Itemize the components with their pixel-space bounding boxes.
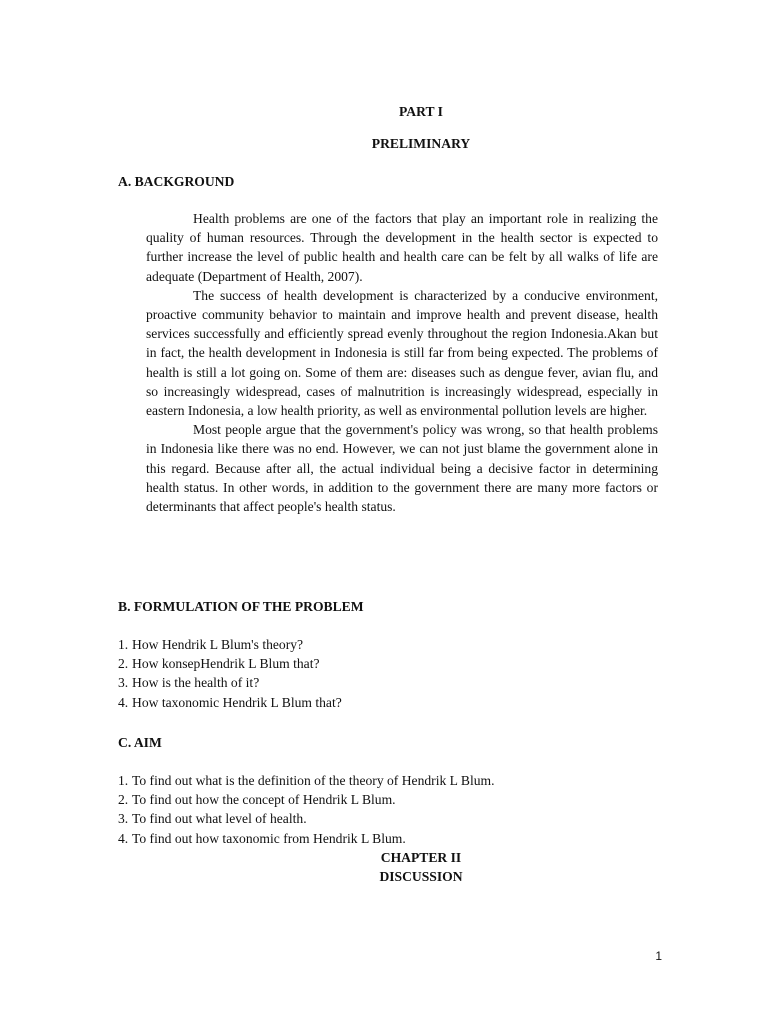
aim-heading: C. AIM <box>118 735 162 750</box>
list-number: 4. <box>118 694 129 710</box>
list-number: 3. <box>118 675 129 691</box>
list-text: How Hendrik L Blum's theory? <box>132 637 304 652</box>
list-item <box>118 790 495 809</box>
list-item <box>118 673 342 692</box>
list-text: To find out what is the definition of the theory of Hendrik L Blum. <box>132 773 495 788</box>
part-title: PART I <box>399 104 443 119</box>
chapter-title: CHAPTER II <box>380 850 462 865</box>
list-item <box>118 693 342 712</box>
list-text: To find out how the concept of Hendrik L Blum. <box>132 792 396 808</box>
list-text: How taxonomic Hendrik L Blum that? <box>132 694 342 710</box>
list-text: To find out what level of health. <box>132 811 307 827</box>
page-number: 1 <box>655 949 662 963</box>
list-number: 1. <box>118 773 129 788</box>
list-item <box>118 771 495 790</box>
list-number: 2. <box>118 656 129 672</box>
list-number: 1. <box>118 637 129 652</box>
list-number: 4. <box>118 830 129 846</box>
list-item <box>118 635 342 654</box>
list-item <box>118 654 342 673</box>
background-paragraph-3: Most people argue that the government's policy was wrong, so that health problems in Indonesia like there was no end. However, we can not just blame the government alone in this regard. Because after all, the actual individual being a decisive factor in determining health status. In other words, in addition to the government there are many more factors or determinants that affect people's health status. <box>146 422 658 515</box>
list-item <box>118 809 495 828</box>
background-paragraph-2: The success of health development is characterized by a conducive environment, proactive community behavior to maintain and improve health and prevent disease, health services successfully and efficiently spread evenly throughout the region Indonesia.Akan but in fact, the health development in Indonesia is still far from being expected. The problems of health is still a lot going on. Some of them are: diseases such as dengue fever, avian flu, and so increasingly widespread, cases of malnutrition is increasingly widespread, especially in eastern Indonesia, a low health priority, as well as environmental pollution levels are higher. <box>146 287 658 419</box>
formulation-list <box>118 635 342 712</box>
background-paragraph-1: Health problems are one of the factors that play an important role in realizing the quality of human resources. Through the development in the health sector is expected to further increase the level of public health and health care can be felt by all walks of life are adequate (Department of Health, 2007). <box>146 211 658 284</box>
chapter-subtitle: DISCUSSION <box>379 869 463 884</box>
list-number: 2. <box>118 792 129 808</box>
list-text: How konsepHendrik L Blum that? <box>132 656 320 672</box>
background-body <box>146 209 658 516</box>
background-heading: A. BACKGROUND <box>118 174 235 189</box>
list-text: How is the health of it? <box>132 675 260 691</box>
list-number: 3. <box>118 811 129 827</box>
part-subtitle: PRELIMINARY <box>371 136 471 151</box>
formulation-heading: B. FORMULATION OF THE PROBLEM <box>118 599 364 614</box>
aim-list <box>118 771 495 848</box>
list-item <box>118 829 495 848</box>
list-text: To find out how taxonomic from Hendrik L Blum. <box>132 830 406 846</box>
